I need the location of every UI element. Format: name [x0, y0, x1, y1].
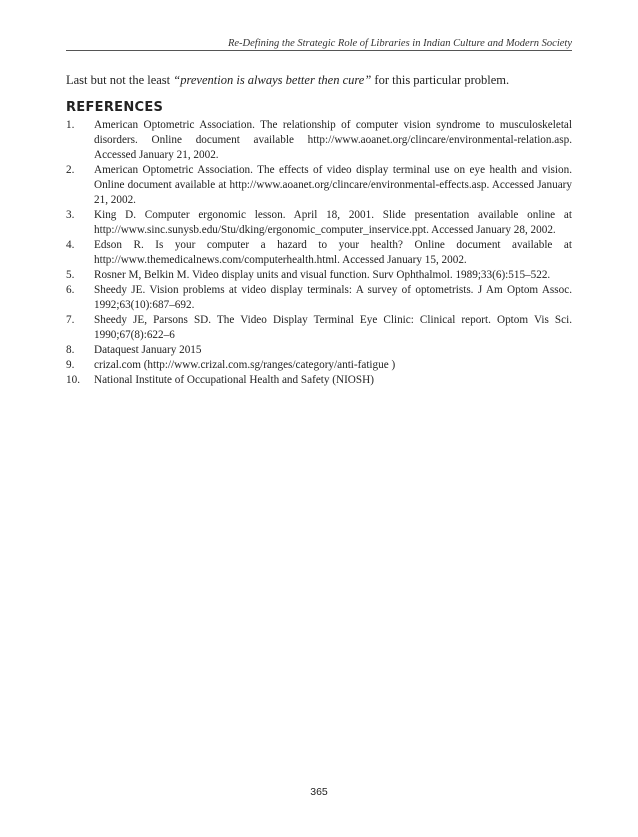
- reference-number: 2.: [66, 164, 75, 176]
- reference-item: [66, 208, 572, 238]
- reference-item: [66, 373, 572, 388]
- reference-text: Sheedy JE. Vision problems at video display terminals: A survey of optometrists. J Am Optom Assoc. 1992;63(10):687–692.: [94, 284, 572, 311]
- intro-quote: “prevention is always better then cure”: [173, 73, 372, 87]
- reference-text: King D. Computer ergonomic lesson. April 18, 2001. Slide presentation available online at http://www.sinc.sunysb.edu/Stu/dking/ergonomic_computer_inservice.ppt. Accessed January 28, 2002.: [94, 209, 572, 236]
- header-divider: [66, 50, 572, 51]
- reference-number: 9.: [66, 359, 75, 371]
- page-number: 365: [310, 786, 328, 798]
- reference-text: American Optometric Association. The effects of video display terminal use on eye health and vision. Online document available at http://www.aoanet.org/clincare/environmental-effects.asp. Accessed January 21, 2002.: [94, 164, 572, 206]
- reference-number: 6.: [66, 284, 75, 296]
- reference-item: [66, 268, 572, 283]
- reference-text: Dataquest January 2015: [94, 344, 202, 356]
- reference-text: crizal.com (http://www.crizal.com.sg/ranges/category/anti-fatigue ): [94, 359, 396, 371]
- reference-item: [66, 238, 572, 268]
- reference-item: [66, 358, 572, 373]
- reference-number: 10.: [66, 374, 80, 386]
- reference-item: [66, 118, 572, 163]
- reference-text: Edson R. Is your computer a hazard to your health? Online document available at http://www.themedicalnews.com/computerhealth.html. Accessed January 15, 2002.: [94, 239, 572, 266]
- intro-text-after: for this particular problem.: [371, 73, 510, 87]
- reference-item: [66, 163, 572, 208]
- reference-list: [66, 118, 572, 388]
- reference-item: [66, 283, 572, 313]
- reference-text: American Optometric Association. The relationship of computer vision syndrome to musculoskeletal disorders. Online document available http://www.aoanet.org/clincare/environmental-relation.asp. Accessed January 21, 2002.: [94, 119, 572, 161]
- reference-number: 7.: [66, 314, 75, 326]
- reference-number: 8.: [66, 344, 75, 356]
- reference-number: 4.: [66, 239, 75, 251]
- reference-text: National Institute of Occupational Health and Safety (NIOSH): [94, 374, 374, 386]
- running-header: Re-Defining the Strategic Role of Libraries in Indian Culture and Modern Society: [227, 38, 572, 49]
- reference-text: Rosner M, Belkin M. Video display units and visual function. Surv Ophthalmol. 1989;33(6):515–522.: [94, 269, 551, 281]
- reference-item: [66, 313, 572, 343]
- reference-number: 3.: [66, 209, 75, 221]
- reference-text: Sheedy JE, Parsons SD. The Video Display Terminal Eye Clinic: Clinical report. Optom Vis Sci. 1990;67(8):622–6: [94, 314, 572, 341]
- reference-item: [66, 343, 572, 358]
- intro-paragraph: [66, 72, 572, 88]
- intro-text-before: Last but not the least: [66, 73, 174, 87]
- references-heading: REFERENCES: [66, 100, 164, 115]
- reference-number: 1.: [66, 119, 75, 131]
- reference-number: 5.: [66, 269, 75, 281]
